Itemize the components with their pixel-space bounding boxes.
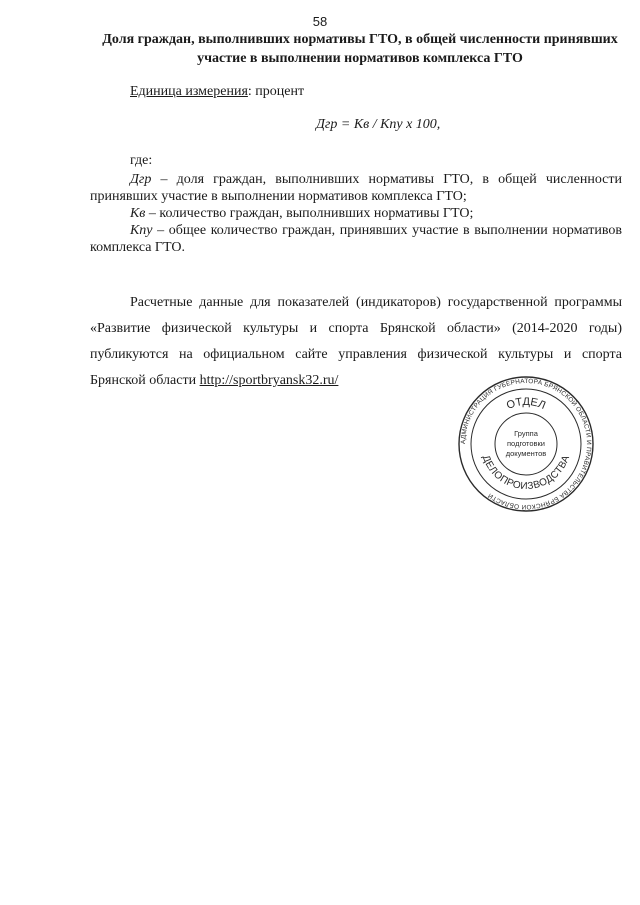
title-line-2: участие в выполнении нормативов комплекса ГТО: [197, 51, 523, 66]
definition-text: – доля граждан, выполнивших нормативы ГТО, в общей численности принявших участие в выполнении нормативов комплекса ГТО;: [90, 172, 622, 204]
page-number: 58: [312, 14, 328, 29]
definition-symbol: Дгр: [130, 172, 152, 187]
stamp-ring-textpath: АДМИНИСТРАЦИЯ ГУБЕРНАТОРА БРЯНСКОЙ ОБЛАСТИ И ПРАВИТЕЛЬСТВА БРЯНСКОЙ ОБЛАСТИ: [459, 377, 593, 511]
stamp-center-line-3: документов: [505, 449, 547, 458]
definition-item: [90, 171, 622, 205]
publication-text: Расчетные данные для показателей (индикаторов) государственной программы «Развитие физической культуры и спорта Брянской области» (2014-2020 годы) публикуются на официальном сайте управления физической культуры и спорта Брянской области: [90, 295, 622, 388]
stamp-center-line-2: подготовки: [507, 439, 545, 448]
stamp-arc-bottom: [480, 454, 572, 492]
definition-item: [90, 222, 622, 256]
unit-of-measure: [130, 84, 304, 100]
stamp-arc-bottom-text: ДЕЛОПРОИЗВОДСТВА: [479, 453, 573, 493]
stamp-center-line-1: Группа: [514, 429, 538, 438]
official-stamp: [456, 374, 596, 514]
definition-text: – количество граждан, выполнивших нормативы ГТО;: [145, 206, 474, 221]
definition-symbol: Кпу: [130, 223, 153, 238]
unit-value: : процент: [247, 84, 305, 99]
stamp-arc-top-text: ОТДЕЛ: [504, 395, 548, 412]
formula: Дгр = Кв / Кпу х 100,: [316, 117, 441, 132]
stamp-arc-top: [505, 396, 547, 412]
definition-symbol: Кв: [130, 206, 146, 221]
title-line-1: Доля граждан, выполнивших нормативы ГТО, в общей численности принявших: [102, 32, 618, 47]
definitions-intro: где:: [130, 153, 153, 168]
document-title: [90, 30, 630, 68]
definition-item: [90, 205, 622, 222]
website-link[interactable]: http://sportbryansk32.ru/: [199, 373, 339, 388]
definitions-list: [90, 171, 622, 256]
unit-label: Единица измерения: [130, 84, 248, 99]
definition-text: – общее количество граждан, принявших участие в выполнении нормативов комплекса ГТО.: [90, 223, 622, 255]
